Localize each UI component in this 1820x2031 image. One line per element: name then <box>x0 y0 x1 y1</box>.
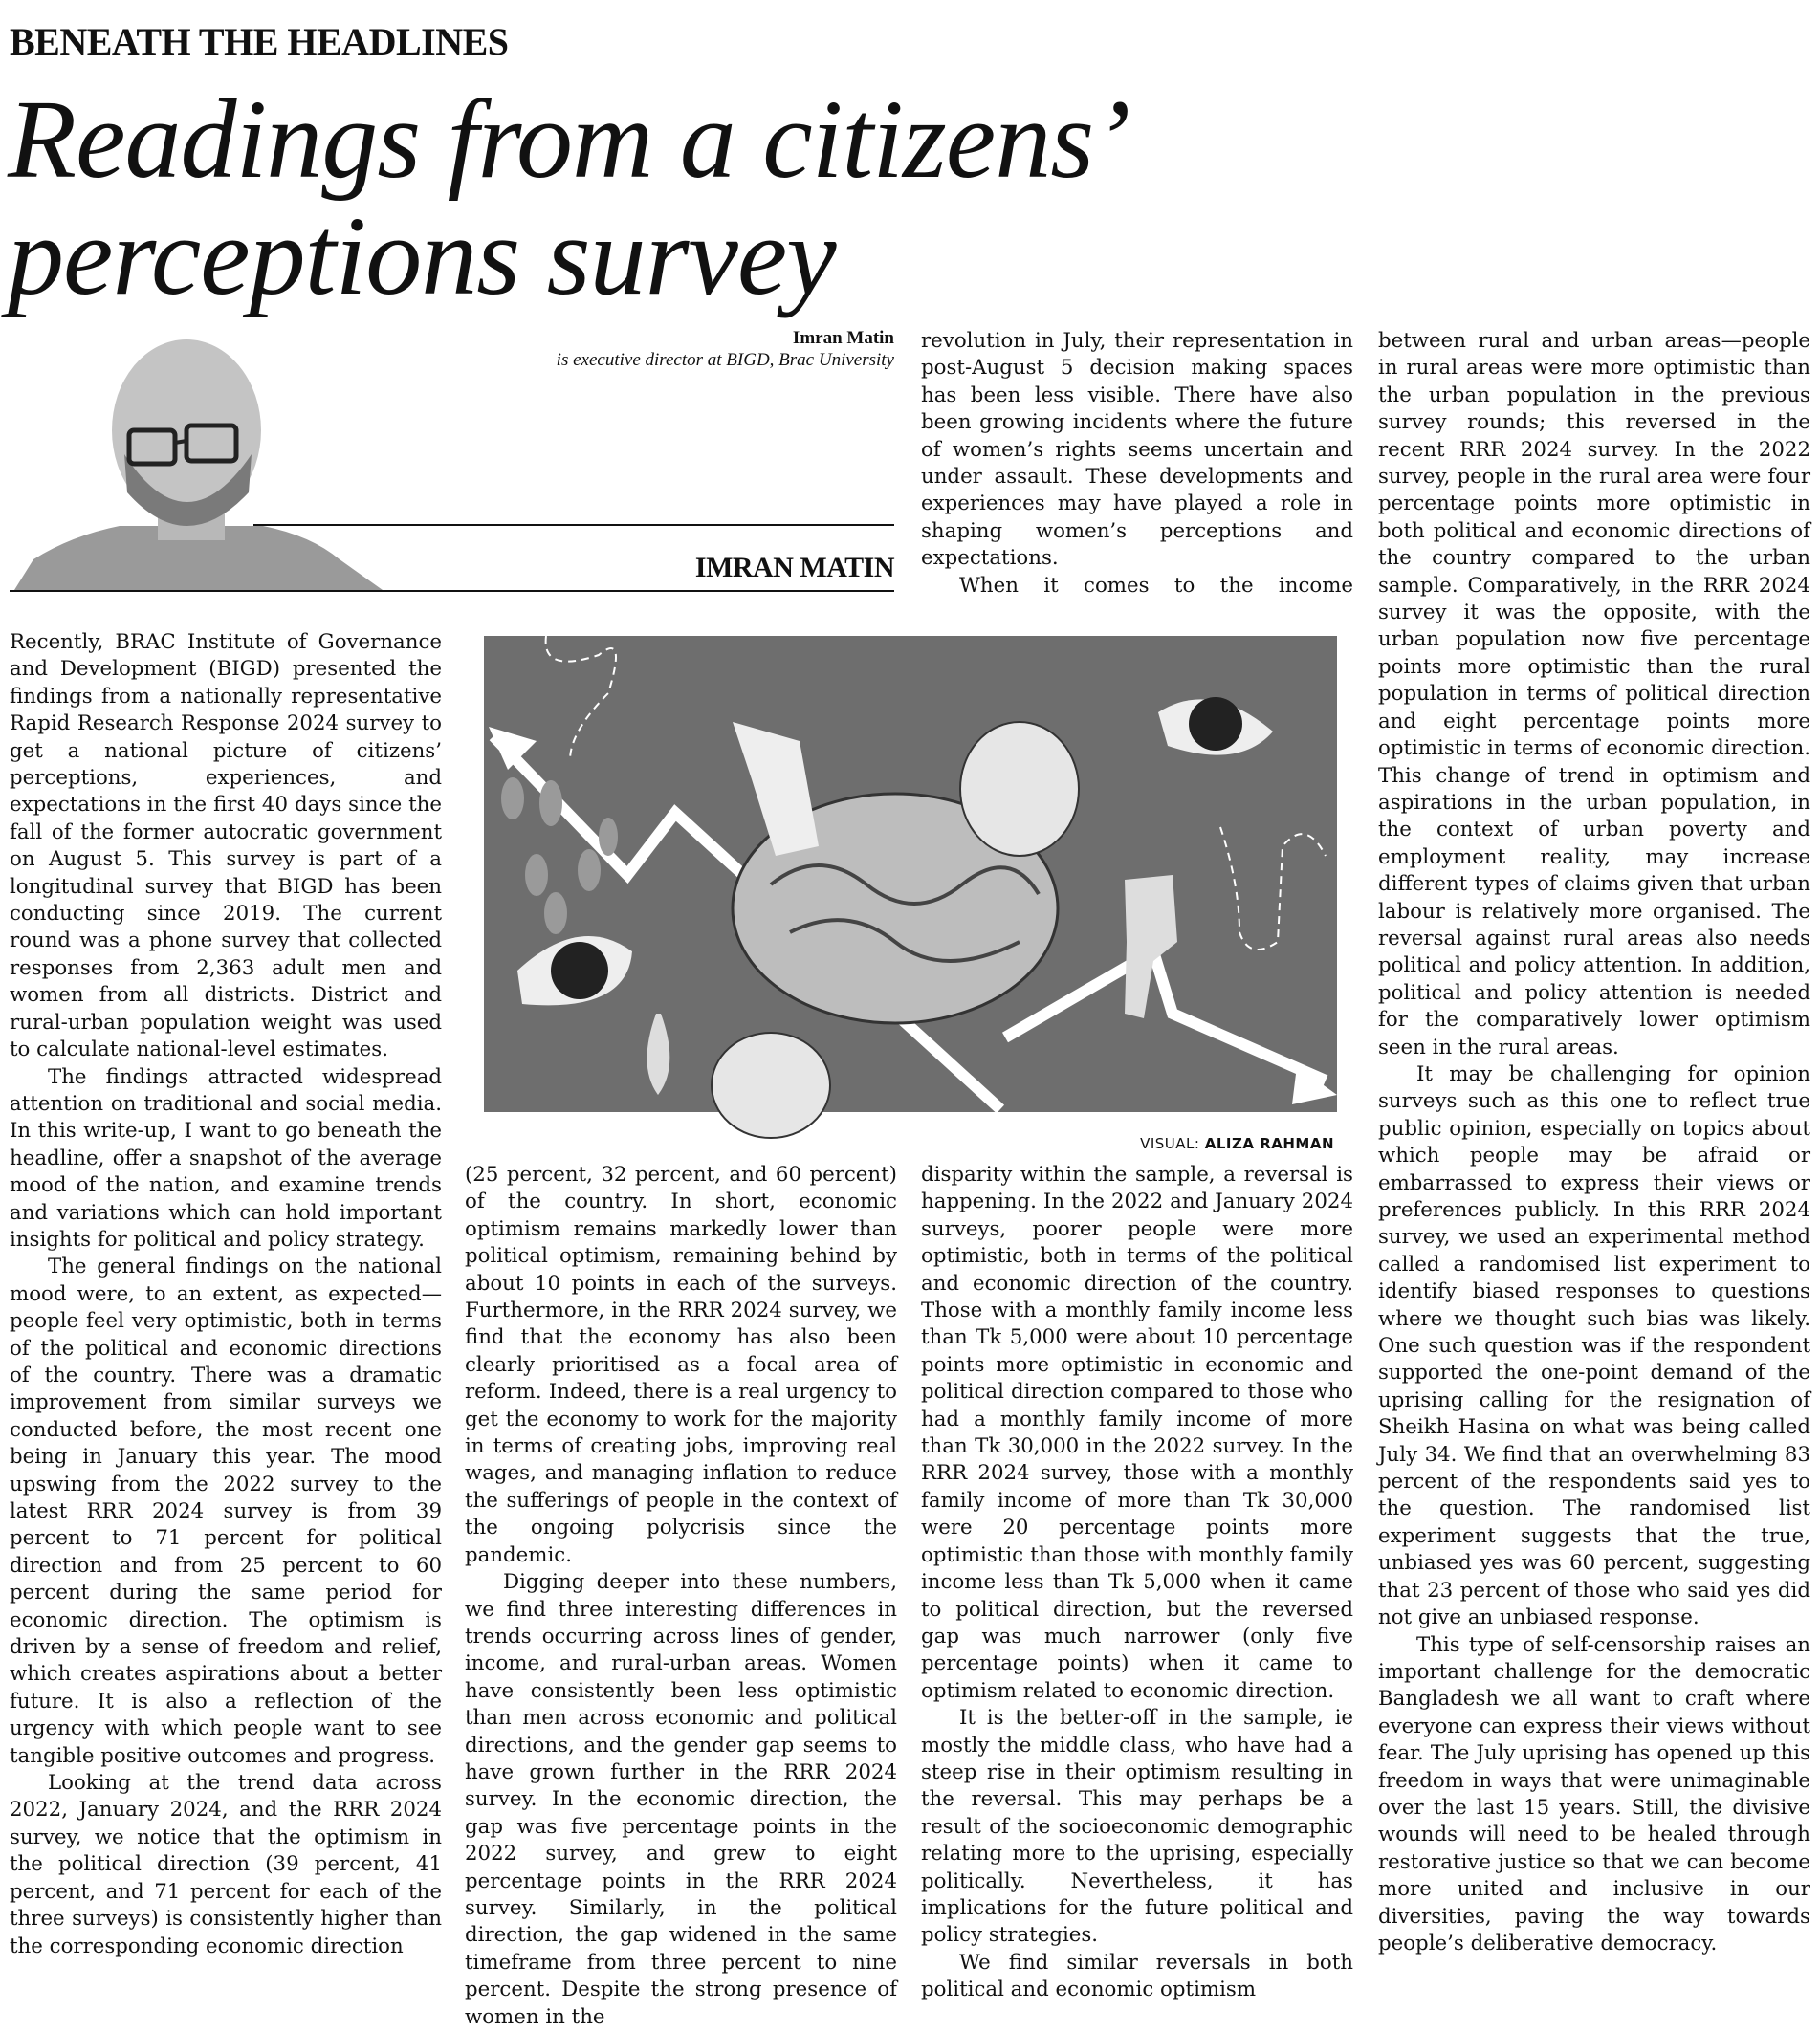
column-3-bottom <box>921 1162 1353 2011</box>
coin-icon <box>712 1033 830 1138</box>
paragraph: disparity within the sample, a reversal is happening. In the 2022 and January 2024 surveys, poorer people were more optimistic, both in terms of the political and economic direction of the country. Those with a monthly family income less than Tk 5,000 were about 10 percentage points more optimistic in economic and political direction compared to those who had a monthly family income of more than Tk 30,000 in the 2022 survey. In the RRR 2024 survey, those with a monthly family income of more than Tk 30,000 were 20 percentage points more optimistic than those with monthly family income less than Tk 5,000 when it came to political direction, but the reversed gap was much narrower (only five percentage points) when it came to optimism related to economic direction. <box>921 1163 1353 1703</box>
credit-label: VISUAL: <box>1140 1135 1200 1152</box>
paragraph: The general findings on the national mood were, to an extent, as expected—people feel very optimistic, both in terms of the political and economic directions of the country. There was a dramatic improvement from similar surveys we conducted before, the most recent one being in January this year. The mood upswing from the 2022 survey to the latest RRR 2024 survey is from 39 percent to 71 percent for political direction and from 25 percent to 60 percent during the same period for economic direction. The optimism is driven by a sense of freedom and relief, which creates aspirations about a better future. It is also a reflection of the urgency with which people want to see tangible positive outcomes and progress. <box>10 1255 442 1768</box>
paragraph: We find similar reversals in both political and economic optimism <box>921 1950 1353 2002</box>
byline: IMRAN MATIN <box>694 552 894 583</box>
paragraph: between rural and urban areas—people in rural areas were more optimistic than the urban population in the previous survey rounds; this reversed in the recent RRR 2024 survey. In the 2022 survey, people in the rural area were four percentage points more optimistic in both political and economic directions of the country compared to the urban sample. Comparatively, in the RRR 2024 survey it was the opposite, with the urban population now five percentage points more optimistic than the rural population in terms of political direction and eight percentage points more optimistic in terms of economic direction. This change of trend in optimism and aspirations in the urban population, in the context of urban poverty and employment reality, may increase different types of claims given that urban labour is relatively more organised. The reversal against rural areas also needs political and policy attention. In addition, political and policy attention is needed for the comparatively lower optimism seen in the rural areas. <box>1378 329 1810 1059</box>
illustration-credit <box>1140 1135 1334 1152</box>
paragraph: This type of self-censorship raises an important challenge for the democratic Bangladesh we all want to craft where everyone can express their views without fear. The July uprising has opened up this freedom in ways that were unimaginable over the last 15 years. Still, the divisive wounds will need to be healed through restorative justice so that we can become more united and inclusive in our diversities, paving the way towards people’s deliberative democracy. <box>1378 1632 1810 1955</box>
column-3-top <box>921 328 1353 601</box>
byline-rule-top <box>253 524 894 526</box>
column-4 <box>1378 328 1810 2011</box>
headline-line-2: perceptions survey <box>8 193 836 318</box>
author-photo <box>14 330 383 590</box>
paragraph: Digging deeper into these numbers, we find three interesting differences in trends occurring across lines of gender, income, and rural-urban areas. Women have consistently been less optimistic than men across economic and political directions, and the gender gap seems to have grown further in the RRR 2024 survey. In the economic direction, the gap was five percentage points in the 2022 survey, and grew to eight percentage points in the RRR 2024 survey. Similarly, in the political direction, the gap widened in the same timeframe from three percent to nine percent. Despite the strong presence of women in the <box>465 1570 897 2029</box>
eye-right-icon <box>1158 697 1273 755</box>
paragraph: When it comes to the income <box>959 573 1353 598</box>
paragraph: It is the better-off in the sample, ie mostly the middle class, who have had a steep rise in their optimism resulting in the reversal. This may perhaps be a result of the socioeconomic demographic relating more to the uprising, especially politically. Nevertheless, it has implications for the future political and policy strategies. <box>921 1706 1353 1948</box>
illustration <box>484 636 1337 1112</box>
author-role: is executive director at BIGD, Brac University <box>556 350 894 370</box>
arrow-up-icon <box>489 727 537 770</box>
paragraph: It may be challenging for opinion surveys such as this one to reflect true public opinion, especially on topics about which people may be afraid or embarrassed to express their views or preferences publicly. In this RRR 2024 survey, we used an experimental method called a randomised list experiment to identify biased responses to questions where we thought such bias was likely. One such question was if the respondent supported the one-point demand of the uprising calling for the resignation of Sheikh Hasina on what was being called July 34. We find that an overwhelming 83 percent of the respondents said yes to the question. The randomised list experiment suggests that the true, unbiased yes was 60 percent, suggesting that 23 percent of those who said yes did not give an unbiased response. <box>1378 1061 1810 1630</box>
byline-rule-bottom <box>10 590 894 592</box>
column-1 <box>10 629 442 2011</box>
coin-icon <box>960 722 1079 856</box>
section-kicker: BENEATH THE HEADLINES <box>10 20 509 63</box>
paragraph: (25 percent, 32 percent, and 60 percent) of the country. In short, economic optimism remains markedly lower than political optimism, remaining behind by about 10 points in each of the surveys. Furthermore, in the RRR 2024 survey, we find that the economy has also been clearly prioritised as a focal area of reform. Indeed, there is a real urgency to get the economy to work for the majority in terms of creating jobs, improving real wages, and managing inflation to reduce the sufferings of people in the context of the ongoing polycrisis since the pandemic. <box>465 1163 897 1567</box>
paragraph: Recently, BRAC Institute of Governance and Development (BIGD) presented the findings from a nationally representative Rapid Research Response 2024 survey to get a national picture of citizens’ perceptions, experiences, and expectations in the first 40 days since the fall of the former autocratic government on August 5. This survey is part of a longitudinal survey that BIGD has been conducting since 2019. The current round was a phone survey that collected responses from 2,363 adult men and women from all districts. District and rural-urban population weight was used to calculate national-level estimates. <box>10 630 442 1062</box>
paragraph: revolution in July, their representation in post-August 5 decision making spaces has been less visible. There have also been growing incidents where the future of women’s rights seems uncertain and under assault. These developments and experiences may have played a role in shaping women’s perceptions and expectations. <box>921 329 1353 571</box>
headline <box>8 76 1442 318</box>
column-2 <box>465 1162 897 2029</box>
eye-left-icon <box>517 936 632 1005</box>
pointing-hand-icon <box>733 722 819 856</box>
headline-line-1: Readings from a citizens’ <box>8 76 1130 202</box>
author-name: Imran Matin <box>792 328 894 348</box>
paragraph: The findings attracted widespread attention on traditional and social media. In this write-up, I want to go beneath the headline, offer a snapshot of the average mood of the nation, and examine trends and variations which can hold important insights for political and policy strategy. <box>10 1064 442 1252</box>
paragraph: Looking at the trend data across 2022, January 2024, and the RRR 2024 survey, we notice that the optimism in the political direction (39 percent, 41 percent, and 71 percent for each of the three surveys) is consistently higher than the corresponding economic direction <box>10 1771 442 1958</box>
credit-name: ALIZA RAHMAN <box>1204 1135 1334 1152</box>
illustration-art <box>484 636 1337 1112</box>
